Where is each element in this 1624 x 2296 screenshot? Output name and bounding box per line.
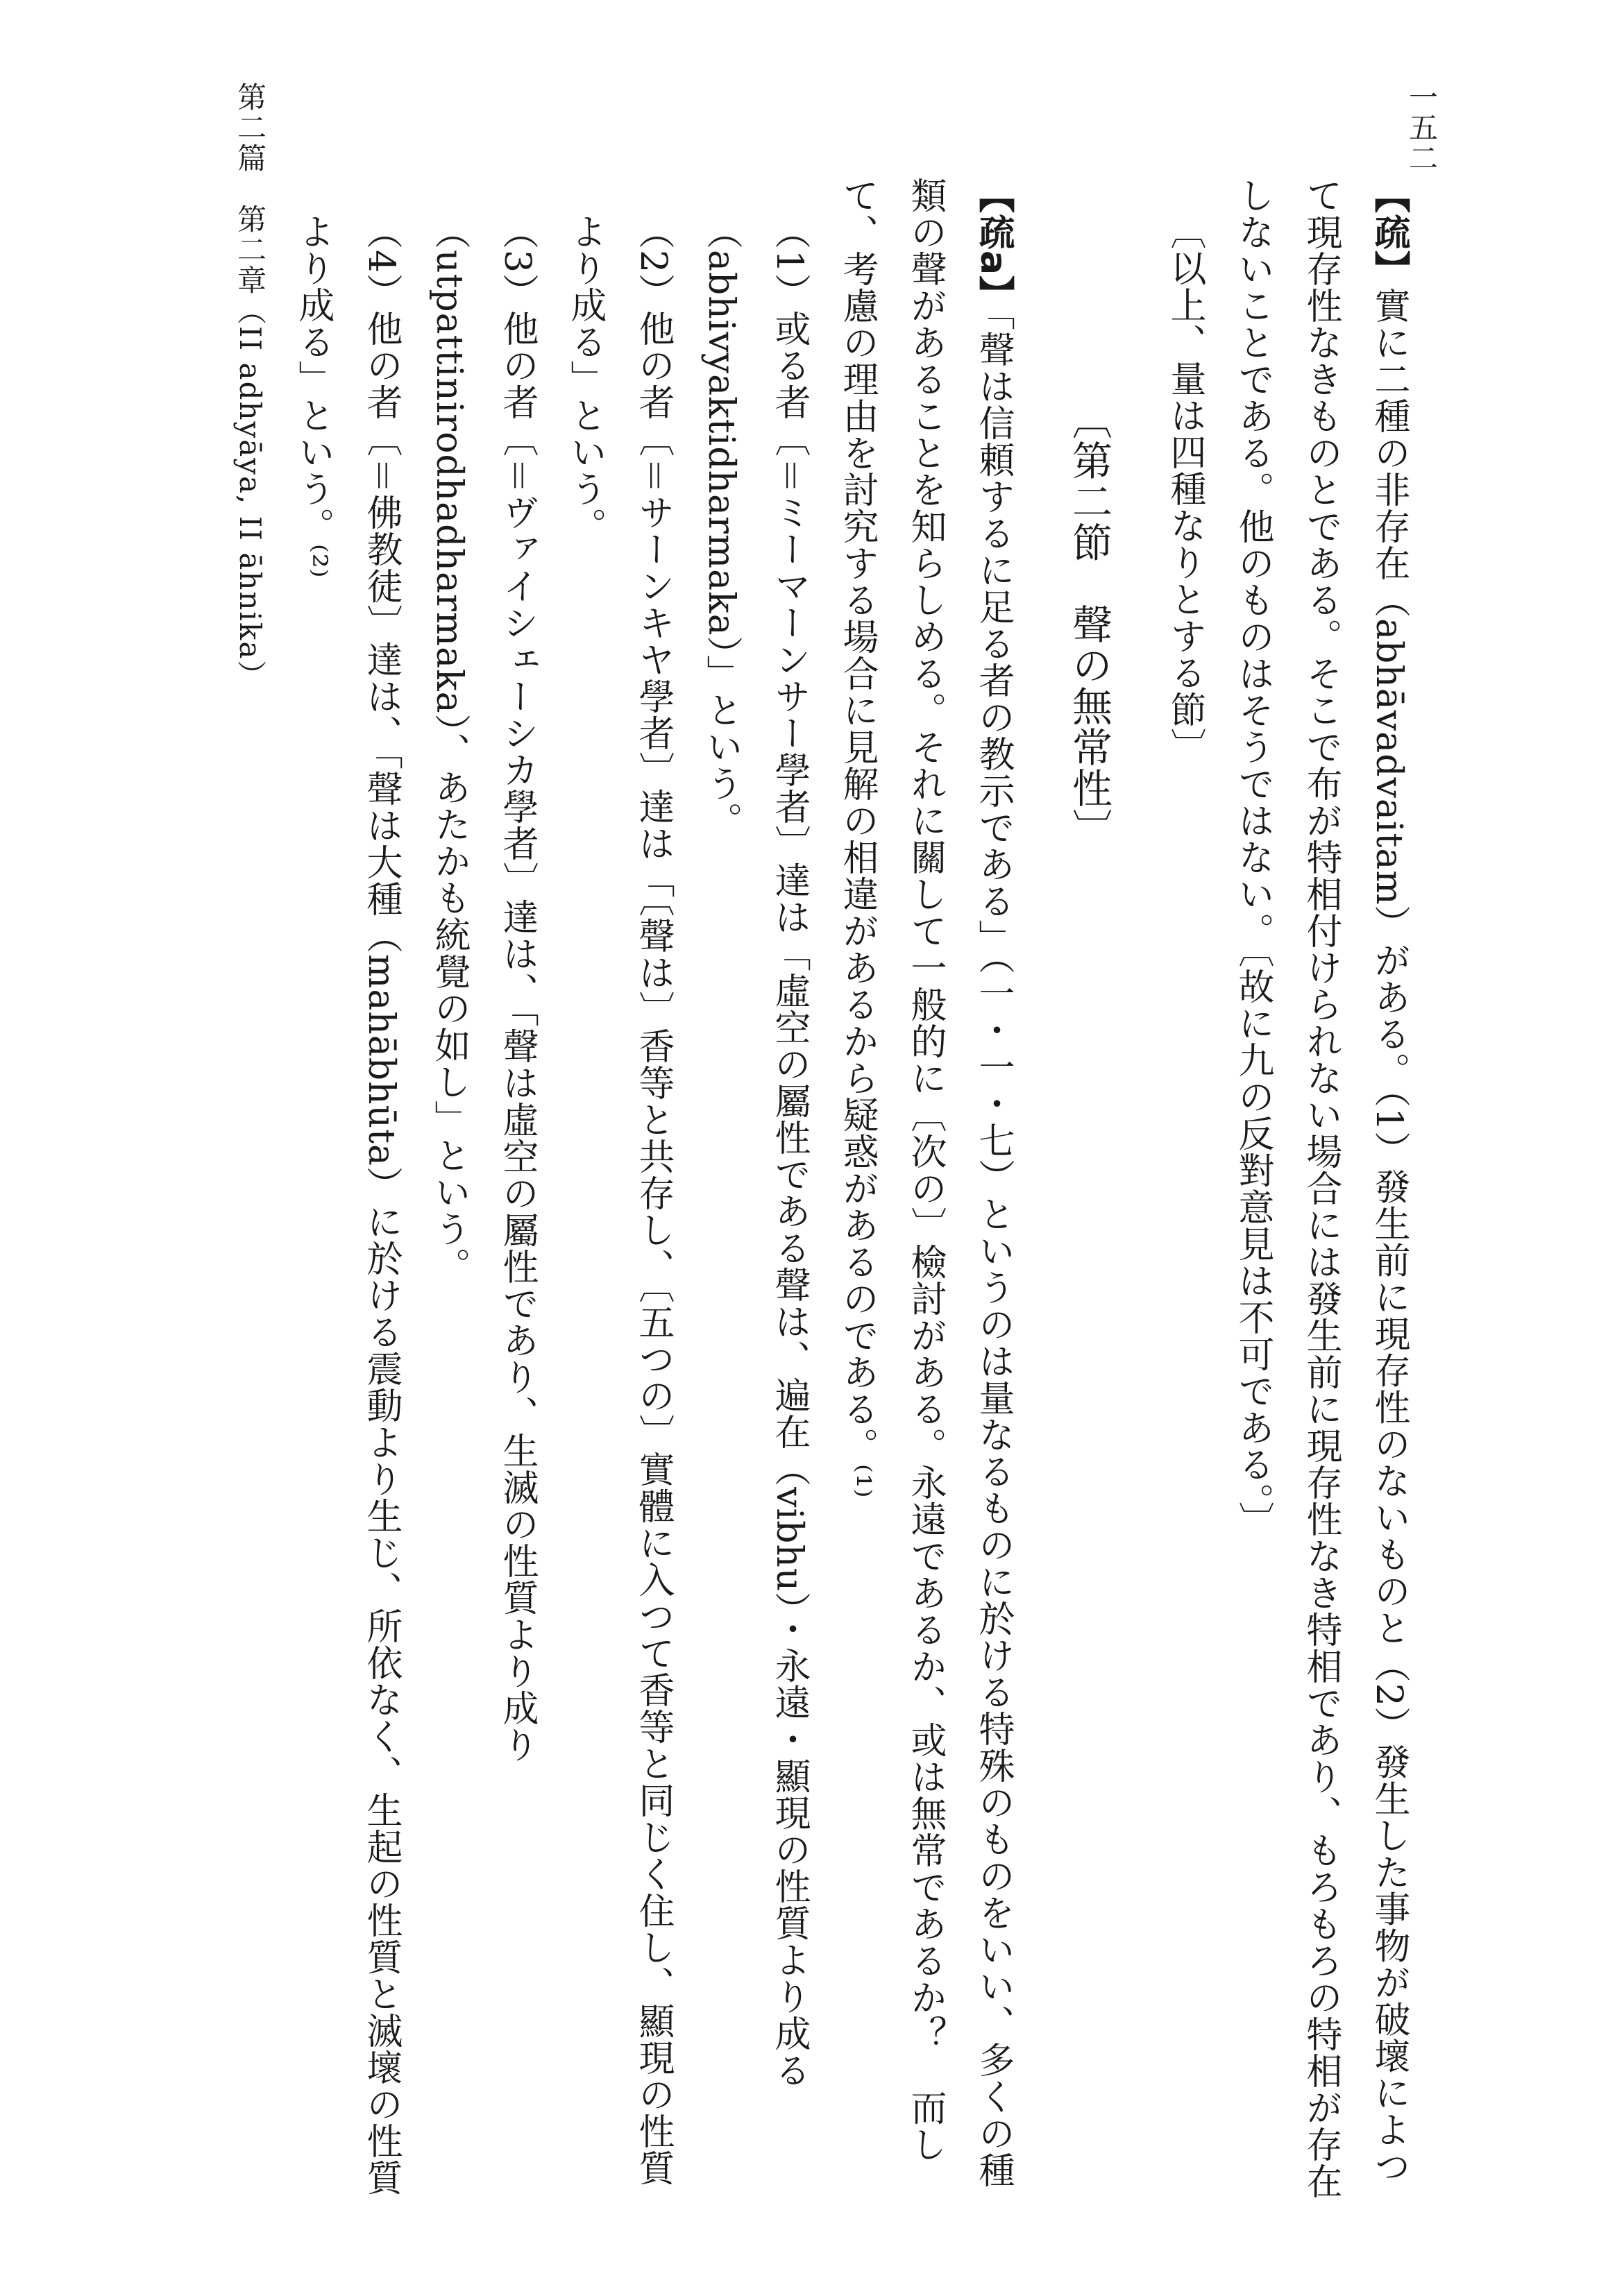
commentary-paragraph <box>1219 177 1423 2217</box>
list-item: （4）他の者〔＝佛教徒〕達は、「聲は大種（mahābhūta）に於ける震動より生じ、所依なく、生起の性質と滅壞の性質より成る」という。⁽²⁾ <box>292 213 402 2197</box>
page-number: 一五二 <box>1405 82 1439 173</box>
list-item: （3）他の者〔＝ヴァイシェーシカ學者〕達は、「聲は虛空の屬性であり、生滅の性質より成り（utpattinirodhadharmaka）、あたかも統覺の如し」という。 <box>428 213 538 1764</box>
list-item: （2）他の者〔＝サーンキヤ學者〕達は「〔聲は〕香等と共存し、〔五つの〕實體に入つて香等と同じく住し、顯現の性質より成る」という。 <box>564 213 674 2187</box>
list-item: （1）或る者〔＝ミーマーンサー學者〕達は「虛空の屬性である聲は、遍在（vibhu）・永遠・顯現の性質より成る（abhivyaktidharmaka）」という。 <box>700 213 810 2089</box>
commentary-a-text: 「聲は信頼するに足る者の教示である」（一・一・七）というのは量なるものに於ける特殊のものをいい、多くの種類の聲があることを知らしめる。それに關して一般的に〔次の〕檢討がある。永遠であるか、或は無常であるか？ 而して、考慮の理由を討究する場合に見解の相違があるから疑惑があるのである。⁽¹⁾ <box>836 177 1014 2189</box>
running-header: 第二篇 第二章（II adhyāya, II āhnika） <box>233 82 267 691</box>
section-heading: 〔第二節 聲の無常性〕 <box>1065 399 1113 849</box>
commentary-text: 實に二種の非存在（abhāvadvaitam）がある。（1）發生前に現存性のないものと（2）發生した事物が破壞によつて現存性なきものとである。そこで布が特相付けられない場合には發生前に現存性なき特相であり、もろもろの特相が存在しないことである。他のものはそうではない。〔故に九の反對意見は不可である。〕 <box>1232 177 1410 2200</box>
commentary-a-label: 【疏a】 <box>972 177 1014 313</box>
commentary-label: 【疏】 <box>1368 177 1410 287</box>
body-text <box>187 177 1423 2217</box>
commentary-a-paragraph <box>823 177 1027 2217</box>
section-closing: 〔以上、量は四種なりとする節〕 <box>1164 213 1206 765</box>
